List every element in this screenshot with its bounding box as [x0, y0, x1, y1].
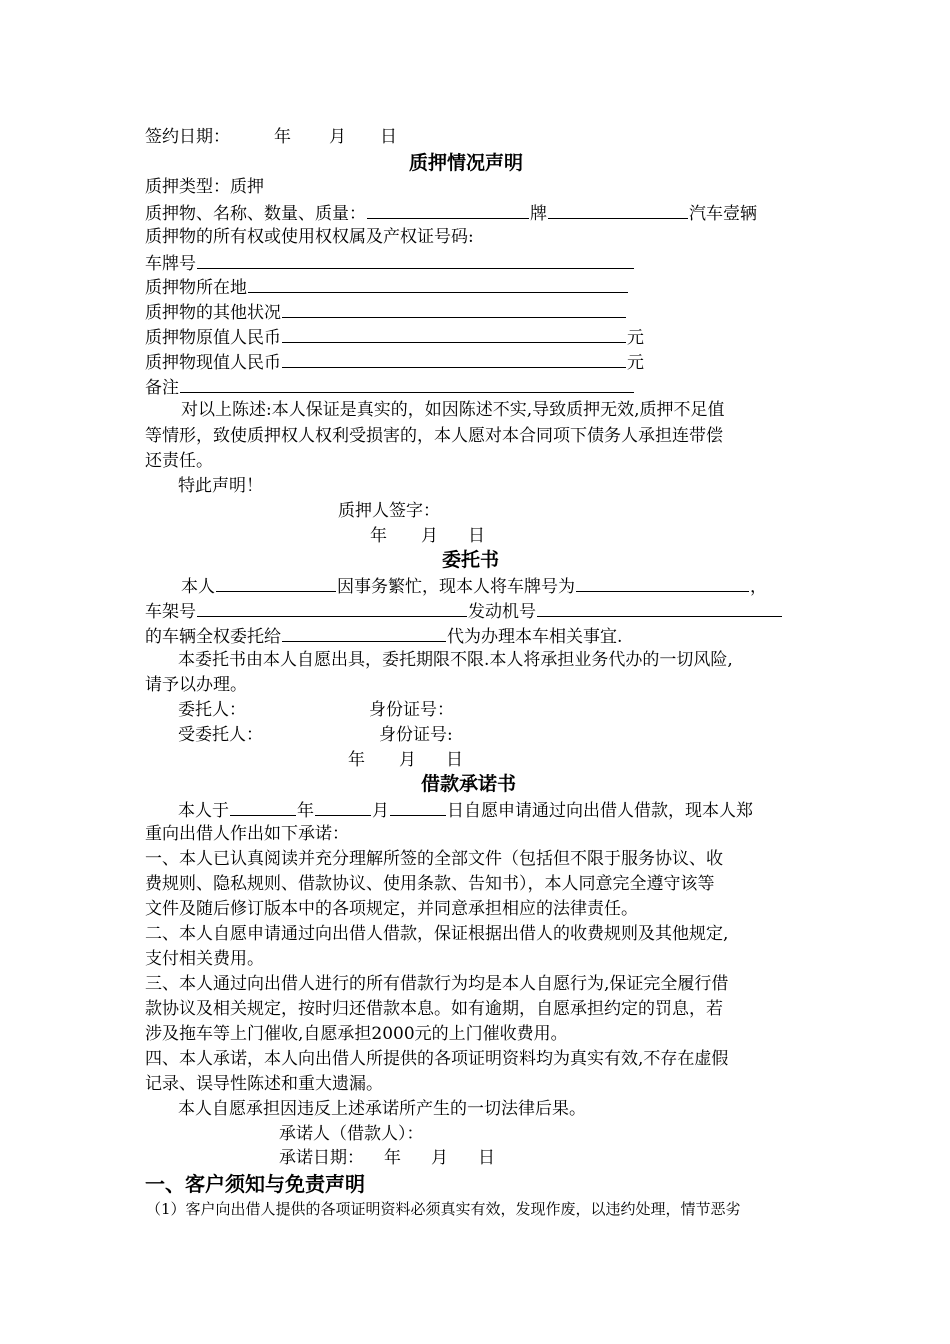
- curr-value-blank[interactable]: [282, 351, 626, 368]
- loan-p1-2: 重向出借人作出如下承诺：: [145, 824, 349, 844]
- location-line: 质押物所在地: [145, 276, 629, 298]
- pledge-date: 年 月 日: [370, 526, 485, 546]
- pledge-signer: 质押人签字：: [338, 501, 440, 521]
- proxy-name-blank[interactable]: [216, 575, 336, 592]
- sign-date-month: 月: [329, 127, 346, 147]
- orig-value-blank[interactable]: [282, 326, 626, 343]
- loan-c3-2: 款协议及相关规定，按时归还借款本息。如有逾期，自愿承担约定的罚息，若: [145, 999, 723, 1019]
- loan-signer: 承诺人（借款人）：: [279, 1124, 424, 1144]
- loan-c1-3: 文件及随后修订版本中的各项规定，并同意承担相应的法律责任。: [145, 899, 638, 919]
- proxy-agent: 受委托人：: [178, 725, 263, 745]
- brand-blank[interactable]: [548, 202, 688, 219]
- loan-p1: 本人于 年 月 日自愿申请通过向出借人借款，现本人郑: [178, 801, 753, 821]
- loan-c1-2: 费规则、隐私规则、借款协议、使用条款、告知书），本人同意完全遵守该等: [145, 874, 715, 894]
- other-status-line: 质押物的其他状况: [145, 301, 627, 323]
- proxy-plate-blank[interactable]: [576, 575, 749, 592]
- proxy-p2: 车架号 发动机号: [145, 600, 783, 622]
- sign-date-year: 年: [274, 127, 291, 147]
- plate-blank[interactable]: [197, 252, 634, 269]
- pledge-title: 质押情况声明: [409, 152, 524, 174]
- loan-c1-1: 一、本人已认真阅读并充分理解所签的全部文件（包括但不限于服务协议、收: [145, 849, 723, 869]
- remark-blank[interactable]: [180, 376, 634, 393]
- proxy-p3: 的车辆全权委托给 代为办理本车相关事宜.: [145, 627, 623, 647]
- sign-date-day: 日: [380, 127, 397, 147]
- orig-value-line: 质押物原值人民币 元: [145, 328, 644, 348]
- curr-value-line: 质押物现值人民币 元: [145, 353, 644, 373]
- pledge-statement-2: 等情形，致使质押权人权利受损害的，本人愿对本合同项下债务人承担连带偿: [145, 426, 723, 446]
- proxy-id2: 身份证号:: [379, 725, 453, 745]
- loan-c4-2: 记录、误导性陈述和重大遗漏。: [145, 1074, 383, 1094]
- sign-date-label: 签约日期：: [145, 127, 230, 147]
- sign-date-line: [145, 127, 397, 147]
- proxy-principal: 委托人：: [178, 700, 246, 720]
- loan-title: 借款承诺书: [421, 773, 517, 795]
- plate-line: 车牌号: [145, 252, 635, 274]
- ownership-line: 质押物的所有权或使用权权属及产权证号码:: [145, 227, 474, 247]
- loan-day-blank[interactable]: [390, 799, 446, 816]
- pledge-statement-1: 对以上陈述:本人保证是真实的，如因陈述不实,导致质押无效,质押不足值: [181, 400, 725, 420]
- loan-date: 承诺日期： 年 月 日: [279, 1148, 495, 1168]
- proxy-p4-1: 本委托书由本人自愿出具，委托期限不限.本人将承担业务代办的一切风险,: [178, 650, 733, 670]
- loan-c2-1: 二、本人自愿申请通过向出借人借款，保证根据出借人的收费规则及其他规定,: [145, 924, 729, 944]
- loan-c3-1: 三、本人通过向出借人进行的所有借款行为均是本人自愿行为,保证完全履行借: [145, 974, 729, 994]
- location-blank[interactable]: [248, 276, 628, 293]
- item-blank[interactable]: [367, 202, 529, 219]
- proxy-id1: 身份证号：: [369, 700, 454, 720]
- loan-c2-2: 支付相关费用。: [145, 949, 264, 969]
- loan-c4-1: 四、本人承诺，本人向出借人所提供的各项证明资料均为真实有效,不存在虚假: [145, 1049, 729, 1069]
- engine-blank[interactable]: [537, 600, 782, 617]
- other-blank[interactable]: [282, 301, 626, 318]
- pledge-statement-3: 还责任。: [145, 451, 213, 471]
- proxy-date: 年 月 日: [348, 750, 463, 770]
- loan-month-blank[interactable]: [315, 799, 371, 816]
- notice-item-1: （1）客户向出借人提供的各项证明资料必须真实有效，发现作废，以违约处理，情节恶劣: [146, 1200, 741, 1218]
- frame-blank[interactable]: [197, 600, 467, 617]
- proxy-p4-2: 请予以办理。: [145, 675, 247, 695]
- pledge-declare: 特此声明！: [178, 476, 263, 496]
- pledge-item-line: 质押物、名称、数量、质量： 牌 汽车壹辆: [145, 204, 757, 224]
- loan-year-blank[interactable]: [230, 799, 296, 816]
- loan-closing: 本人自愿承担因违反上述承诺所产生的一切法律后果。: [178, 1099, 586, 1119]
- proxy-agent-blank[interactable]: [282, 625, 446, 642]
- proxy-title: 委托书: [442, 549, 500, 571]
- notice-title: 一、客户须知与免责声明: [145, 1172, 365, 1196]
- loan-c3-3: 涉及拖车等上门催收,自愿承担2000元的上门催收费用。: [145, 1024, 568, 1044]
- remark-line: 备注: [145, 376, 635, 398]
- proxy-p1: 本人 因事务繁忙，现本人将车牌号为 ，: [181, 577, 767, 597]
- pledge-type-line: 质押类型：质押: [145, 177, 264, 197]
